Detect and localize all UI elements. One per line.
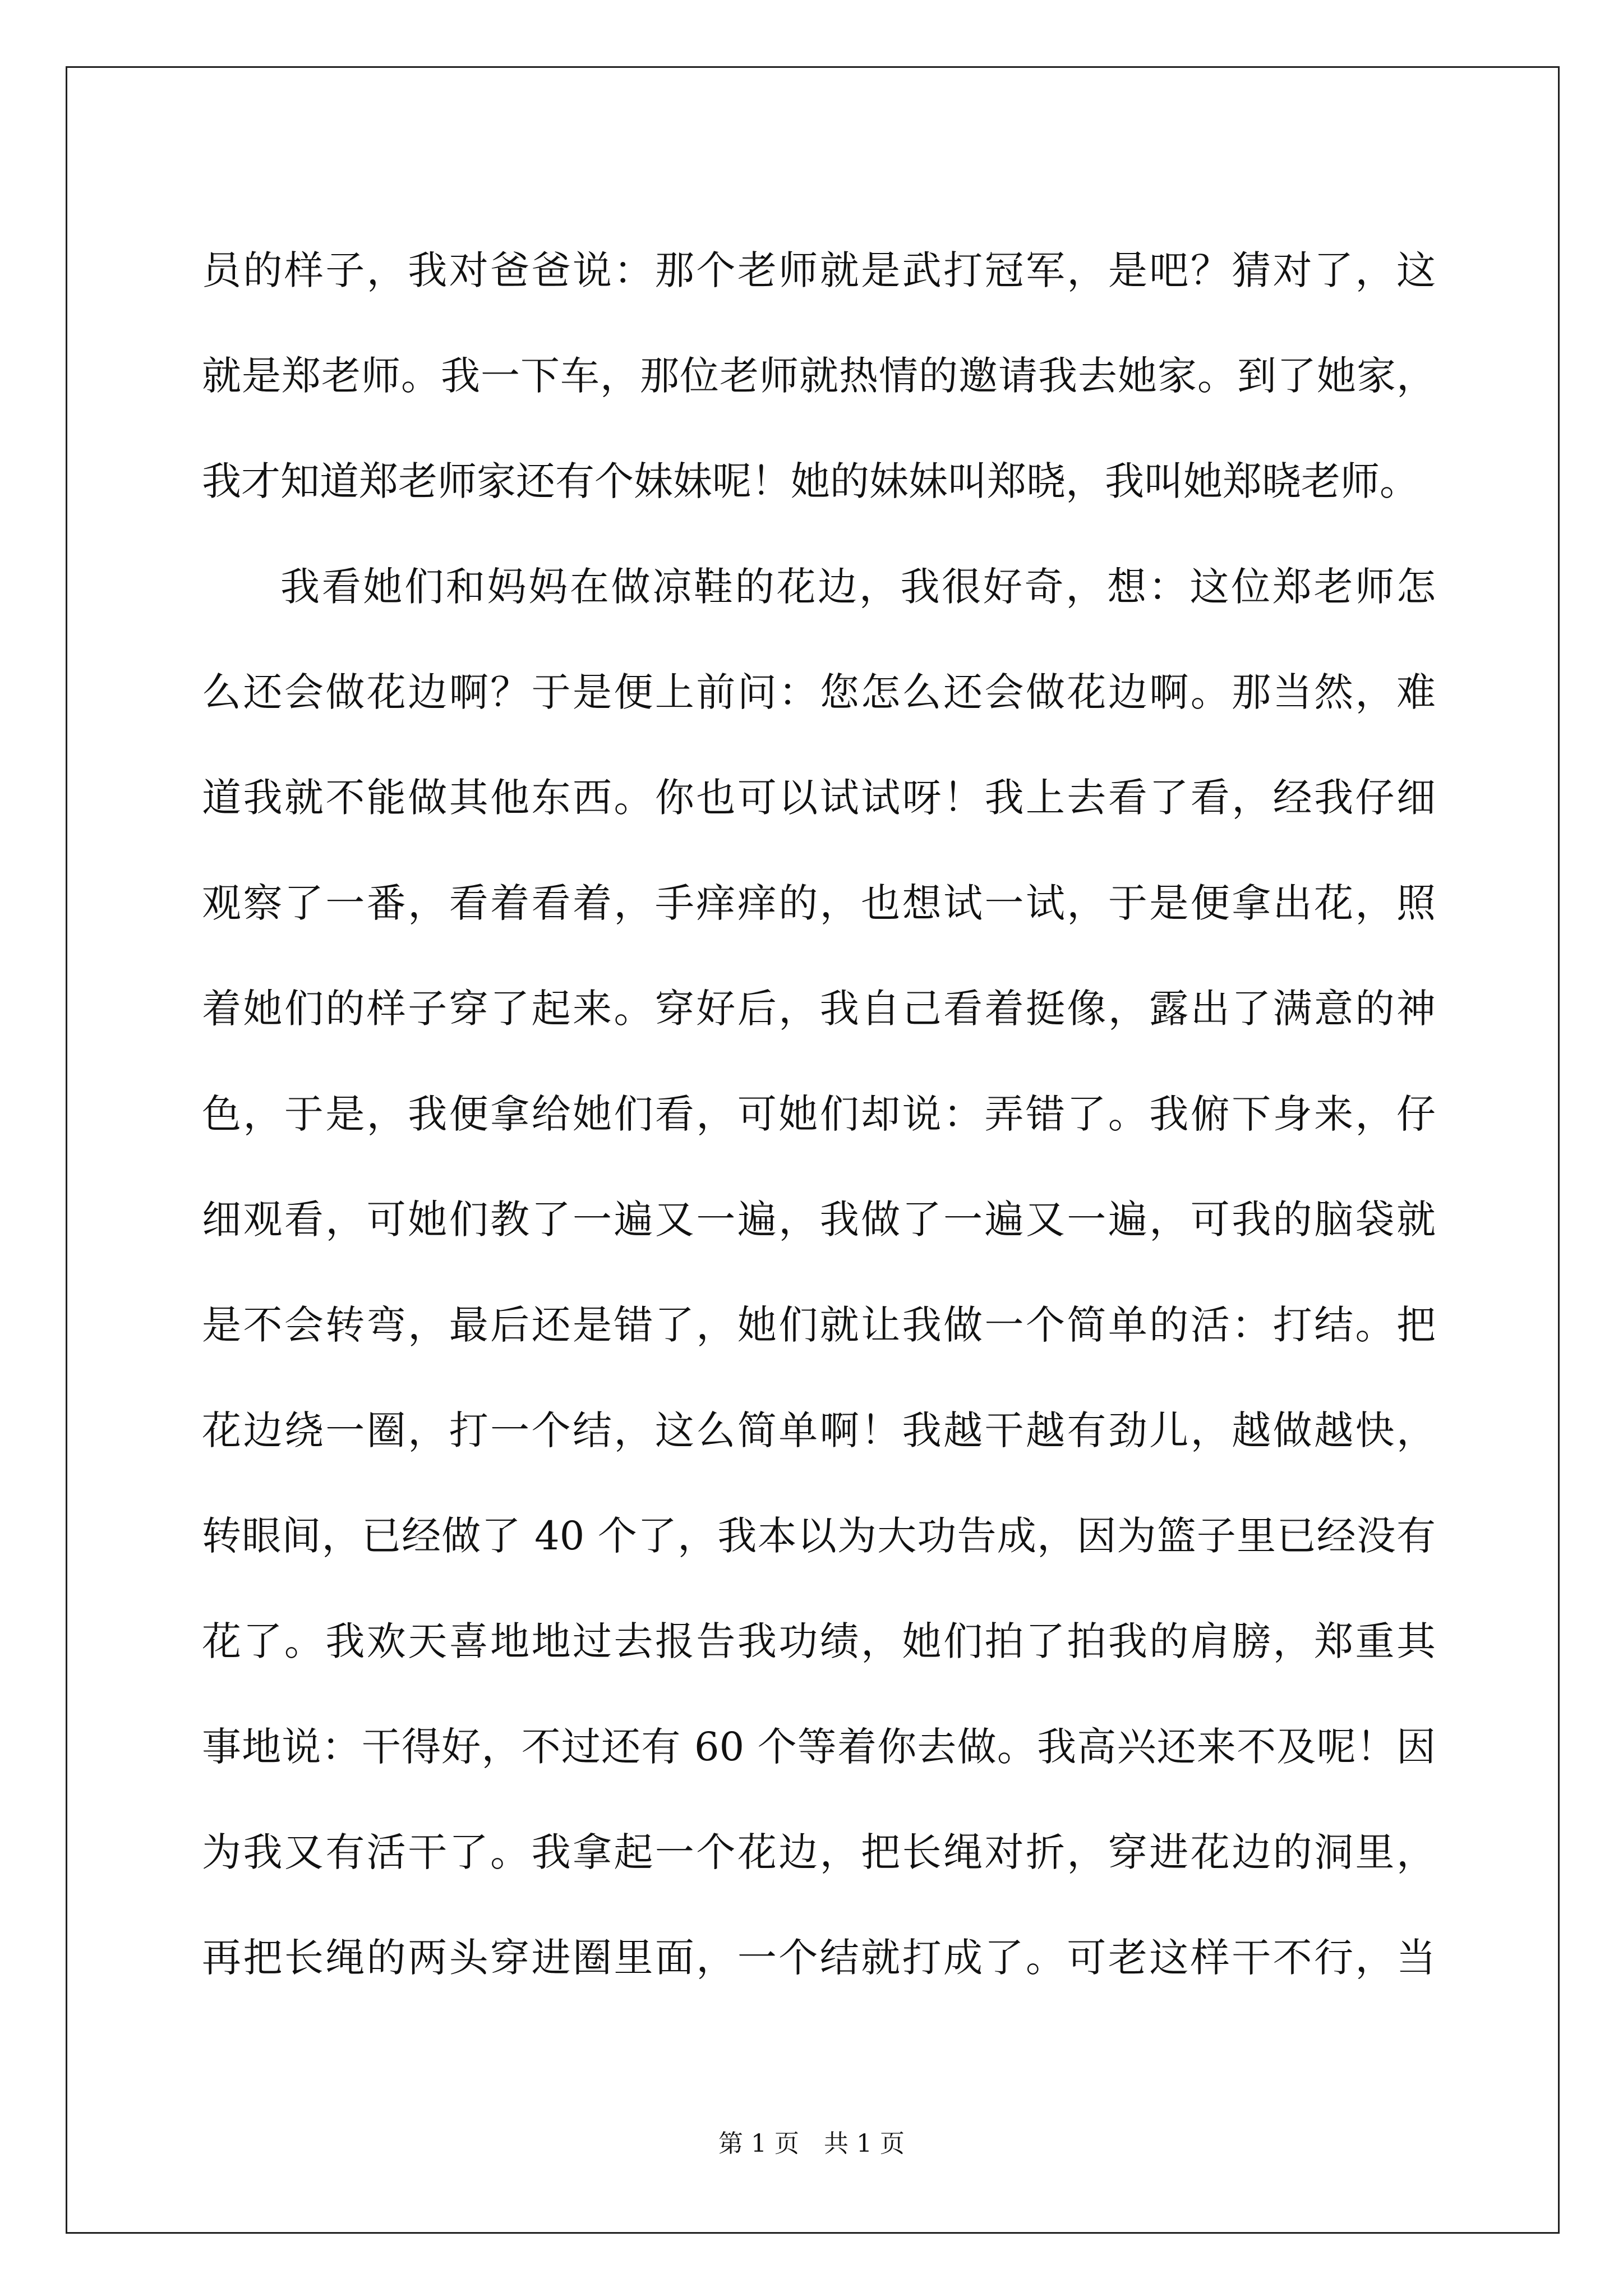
text-line: 我看她们和妈妈在做凉鞋的花边，我很好奇，想：这位郑老师怎 <box>280 564 1436 610</box>
text-line: 为我又有活干了。我拿起一个花边，把长绳对折，穿进花边的洞里， <box>202 1829 1436 1875</box>
text-line: 道我就不能做其他东西。你也可以试试呀！我上去看了看，经我仔细 <box>202 775 1436 821</box>
page-footer <box>0 2127 1623 2161</box>
text-line: 再把长绳的两头穿进圈里面，一个结就打成了。可老这样干不行，当 <box>202 1935 1436 1981</box>
text-line: 么还会做花边啊？于是便上前问：您怎么还会做花边啊。那当然，难 <box>202 669 1436 715</box>
text-line: 员的样子，我对爸爸说：那个老师就是武打冠军，是吧？猜对了，这 <box>202 247 1436 293</box>
document-body <box>202 218 1436 2010</box>
page-number: 第 1 页 <box>718 2129 799 2158</box>
text-line: 我才知道郑老师家还有个妹妹呢！她的妹妹叫郑晓，我叫她郑晓老师。 <box>202 458 1419 504</box>
text-line: 着她们的样子穿了起来。穿好后，我自己看着挺像，露出了满意的神 <box>202 986 1436 1032</box>
text-line: 是不会转弯，最后还是错了，她们就让我做一个简单的活：打结。把 <box>202 1302 1436 1348</box>
text-line: 花边绕一圈，打一个结，这么简单啊！我越干越有劲儿，越做越快， <box>202 1407 1436 1453</box>
text-line: 花了。我欢天喜地地过去报告我功绩，她们拍了拍我的肩膀，郑重其 <box>202 1618 1436 1664</box>
text-line: 细观看，可她们教了一遍又一遍，我做了一遍又一遍，可我的脑袋就 <box>202 1197 1436 1243</box>
page-total: 共 1 页 <box>824 2129 905 2158</box>
text-line: 色，于是，我便拿给她们看，可她们却说：弄错了。我俯下身来，仔 <box>202 1091 1436 1137</box>
text-line: 转眼间，已经做了 40 个了，我本以为大功告成，因为篮子里已经没有 <box>202 1513 1436 1559</box>
text-line: 就是郑老师。我一下车，那位老师就热情的邀请我去她家。到了她家， <box>202 353 1436 399</box>
text-line: 事地说：干得好，不过还有 60 个等着你去做。我高兴还来不及呢！因 <box>202 1724 1436 1770</box>
text-line: 观察了一番，看着看着，手痒痒的，也想试一试，于是便拿出花，照 <box>202 880 1436 926</box>
